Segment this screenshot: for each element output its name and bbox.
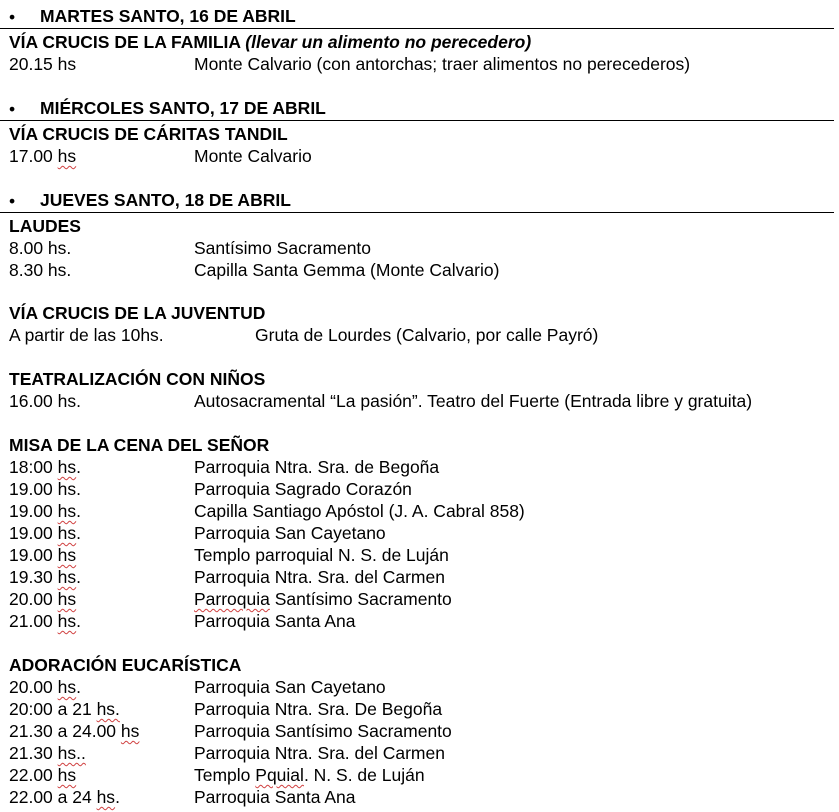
time-unit: hs	[120, 721, 140, 741]
time-unit: hs	[96, 787, 116, 807]
day-header-miercoles	[0, 98, 834, 121]
time-unit: hs	[57, 457, 77, 477]
section-title: TEATRALIZACIÓN CON NIÑOS	[9, 369, 266, 389]
time-value: 21.30	[9, 743, 58, 763]
section-title: MISA DE LA CENA DEL SEÑOR	[9, 435, 270, 455]
row-time: 8.30 hs.	[9, 260, 72, 280]
time-value: 20:00 a 21	[9, 699, 97, 719]
time-unit: hs	[57, 589, 77, 609]
section-note: (llevar un alimento no perecedero)	[245, 32, 532, 52]
row-place: Gruta de Lourdes (Calvario, por calle Payró)	[255, 325, 599, 345]
time-unit: hs.	[96, 699, 120, 719]
row-place: Capilla Santiago Apóstol (J. A. Cabral 858)	[194, 501, 525, 521]
row-time	[9, 501, 81, 522]
day-title: MIÉRCOLES SANTO, 17 DE ABRIL	[40, 98, 326, 118]
time-value: 19.00	[9, 545, 58, 565]
row-time	[9, 589, 76, 610]
row-time	[9, 721, 139, 742]
time-suffix: .	[76, 523, 82, 543]
section-title: LAUDES	[9, 216, 81, 236]
section-title: VÍA CRUCIS DE CÁRITAS TANDIL	[9, 124, 288, 144]
row-time: 8.00 hs.	[9, 238, 72, 258]
row-place: Monte Calvario	[194, 146, 312, 166]
row-place: Parroquia Sagrado Corazón	[194, 479, 412, 499]
row-place: Parroquia Santísimo Sacramento	[194, 721, 452, 741]
row-time	[9, 523, 81, 544]
time-unit: hs	[57, 501, 77, 521]
time-unit: hs	[57, 146, 77, 166]
row-place: Parroquia Ntra. Sra. de Begoña	[194, 457, 440, 477]
time-unit: hs	[57, 611, 77, 631]
section-title	[9, 32, 531, 53]
row-place: Templo parroquial N. S. de Luján	[194, 545, 449, 565]
time-unit: hs..	[57, 743, 86, 763]
time-unit: hs	[57, 765, 77, 785]
day-title: MARTES SANTO, 16 DE ABRIL	[40, 6, 296, 26]
bullet-icon: •	[9, 191, 16, 211]
time-value: 17.00	[9, 146, 58, 166]
time-unit: hs	[57, 567, 77, 587]
row-time	[9, 479, 81, 500]
time-suffix: .	[76, 567, 82, 587]
row-place: Parroquia San Cayetano	[194, 677, 386, 697]
time-suffix: .	[76, 677, 82, 697]
row-time: A partir de las 10hs.	[9, 325, 164, 345]
bullet-icon: •	[9, 7, 16, 27]
time-value: 22.00	[9, 765, 58, 785]
row-place: Autosacramental “La pasión”. Teatro del Fuerte (Entrada libre y gratuita)	[194, 391, 753, 411]
time-suffix: .	[76, 611, 82, 631]
time-suffix: .	[76, 501, 82, 521]
section-title: ADORACIÓN EUCARÍSTICA	[9, 655, 242, 675]
bullet-icon: •	[9, 99, 16, 119]
time-value: 21.30 a 24.00	[9, 721, 121, 741]
time-unit: hs	[57, 677, 77, 697]
row-time	[9, 567, 81, 588]
row-place: Parroquia Santa Ana	[194, 787, 356, 807]
row-time	[9, 765, 76, 786]
time-suffix: .	[76, 457, 82, 477]
row-place: Parroquia Ntra. Sra. del Carmen	[194, 567, 445, 587]
time-unit: hs	[57, 545, 77, 565]
section-title: VÍA CRUCIS DE LA JUVENTUD	[9, 303, 266, 323]
time-suffix: .	[115, 787, 120, 807]
row-place: Parroquia Ntra. Sra. De Begoña	[194, 699, 443, 719]
section-title-text: VÍA CRUCIS DE LA FAMILIA	[9, 32, 246, 52]
place-part: . N. S. de Luján	[303, 765, 425, 785]
row-time	[9, 457, 81, 478]
row-place: Monte Calvario (con antorchas; traer alimentos no perecederos)	[194, 54, 691, 74]
row-place: Parroquia Santa Ana	[194, 611, 356, 631]
time-value: 19.00	[9, 523, 58, 543]
time-value: 22.00 a 24	[9, 787, 97, 807]
time-unit: hs	[57, 523, 77, 543]
row-place: Parroquia Ntra. Sra. del Carmen	[194, 743, 445, 763]
row-place: Parroquia San Cayetano	[194, 523, 386, 543]
row-place: Capilla Santa Gemma (Monte Calvario)	[194, 260, 500, 280]
time-value: 19.00	[9, 501, 58, 521]
row-time	[9, 146, 76, 167]
place-part: Santísimo Sacramento	[269, 589, 452, 609]
row-time	[9, 787, 120, 808]
row-place	[194, 765, 425, 786]
row-time: 20.15 hs	[9, 54, 77, 74]
row-time: 16.00 hs.	[9, 391, 81, 411]
time-value: 20.00	[9, 677, 58, 697]
time-value: 19.30	[9, 567, 58, 587]
row-time	[9, 545, 76, 566]
row-place: Santísimo Sacramento	[194, 238, 372, 258]
row-time	[9, 611, 81, 632]
day-title: JUEVES SANTO, 18 DE ABRIL	[40, 190, 291, 210]
place-part: Pquial	[255, 765, 304, 785]
row-time	[9, 677, 81, 698]
time-value: 20.00	[9, 589, 58, 609]
time-value: 21.00	[9, 611, 58, 631]
day-header-martes	[0, 6, 834, 29]
day-header-jueves	[0, 190, 834, 213]
place-part: Parroquia	[194, 589, 270, 609]
time-value: 19.00 hs.	[9, 479, 81, 499]
row-place	[194, 589, 452, 610]
row-time	[9, 743, 86, 764]
place-part: Templo	[194, 765, 256, 785]
row-time	[9, 699, 120, 720]
time-value: 18:00	[9, 457, 58, 477]
